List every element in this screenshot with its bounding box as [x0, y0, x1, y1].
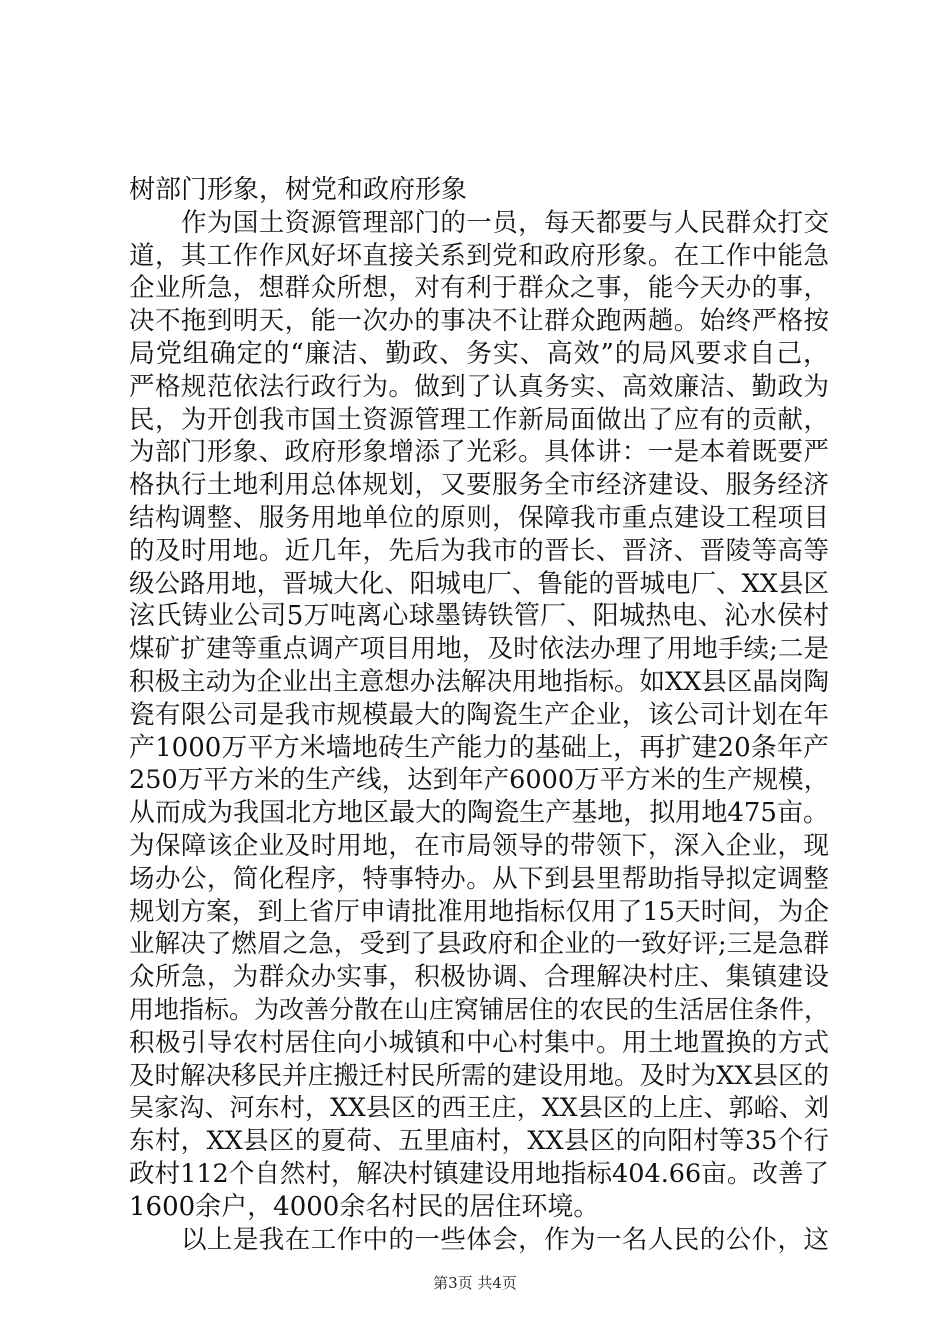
- text-line: 以上是我在工作中的一些体会，作为一名人民的公仆，这: [181, 1224, 829, 1255]
- text-line: 场办公，简化程序，特事特办。从下到县里帮助指导拟定调整: [129, 863, 829, 894]
- text-line: 严格规范依法行政行为。做到了认真务实、高效廉洁、勤政为: [129, 371, 829, 402]
- text-line: 积极引导农村居住向小城镇和中心村集中。用土地置换的方式: [129, 1027, 829, 1058]
- text-line: 吴家沟、河东村，XX县区的西王庄，XX县区的上庄、郭峪、刘: [129, 1093, 829, 1123]
- text-line: 政村112个自然村，解决村镇建设用地指标404.66亩。改善了: [129, 1158, 829, 1189]
- text-line: 1600余户，4000余名村民的居住环境。: [129, 1191, 600, 1222]
- text-line: 的及时用地。近几年，先后为我市的晋长、晋济、晋陵等高等: [129, 535, 829, 566]
- text-line: 规划方案，到上省厅申请批准用地指标仅用了15天时间，为企: [129, 896, 829, 927]
- text-line: 250万平方米的生产线，达到年产6000万平方米的生产规模，: [129, 765, 829, 796]
- text-line: 产1000万平方米墙地砖生产能力的基础上，再扩建20条年产: [129, 732, 829, 763]
- text-line: 积极主动为企业出主意想办法解决用地指标。如XX县区晶岗陶: [129, 666, 829, 697]
- text-line: 民，为开创我市国土资源管理工作新局面做出了应有的贡献，: [129, 404, 829, 435]
- text-line: 及时解决移民并庄搬迁村民所需的建设用地。及时为XX县区的: [129, 1060, 829, 1091]
- text-line: 用地指标。为改善分散在山庄窝铺居住的农民的生活居住条件，: [129, 994, 829, 1024]
- text-line: 决不拖到明天，能一次办的事决不让群众跑两趟。始终严格按: [129, 306, 829, 337]
- text-line: 东村，XX县区的夏荷、五里庙村，XX县区的向阳村等35个行: [129, 1126, 829, 1157]
- text-line: 众所急，为群众办实事，积极协调、合理解决村庄、集镇建设: [129, 962, 829, 993]
- text-line: 树部门形象，树党和政府形象: [129, 175, 468, 205]
- text-line: 结构调整、服务用地单位的原则，保障我市重点建设工程项目: [129, 502, 829, 533]
- text-line: 企业所急，想群众所想，对有利于群众之事，能今天办的事，: [129, 273, 829, 304]
- text-line: 为保障该企业及时用地，在市局领导的带领下，深入企业，现: [129, 830, 829, 861]
- text-line: 泫氏铸业公司5万吨离心球墨铸铁管厂、阳城热电、沁水侯村: [129, 601, 829, 632]
- page-footer: 第3页 共4页: [433, 1274, 517, 1292]
- text-line: 道，其工作作风好坏直接关系到党和政府形象。在工作中能急: [129, 240, 829, 271]
- text-line: 局党组确定的“廉洁、勤政、务实、高效”的局风要求自己，: [129, 338, 829, 369]
- text-line: 从而成为我国北方地区最大的陶瓷生产基地，拟用地475亩。: [129, 798, 829, 829]
- text-line: 煤矿扩建等重点调产项目用地，及时依法办理了用地手续;二是: [129, 634, 829, 665]
- text-line: 级公路用地，晋城大化、阳城电厂、鲁能的晋城电厂、XX县区: [129, 568, 829, 599]
- text-line: 格执行土地利用总体规划，又要服务全市经济建设、服务经济: [129, 470, 829, 501]
- text-line: 业解决了燃眉之急，受到了县政府和企业的一致好评;三是急群: [129, 929, 829, 960]
- document-body: [129, 174, 829, 1256]
- text-line: 为部门形象、政府形象增添了光彩。具体讲：一是本着既要严: [129, 437, 829, 468]
- text-line: 作为国土资源管理部门的一员，每天都要与人民群众打交: [181, 207, 829, 238]
- text-line: 瓷有限公司是我市规模最大的陶瓷生产企业，该公司计划在年: [129, 699, 829, 730]
